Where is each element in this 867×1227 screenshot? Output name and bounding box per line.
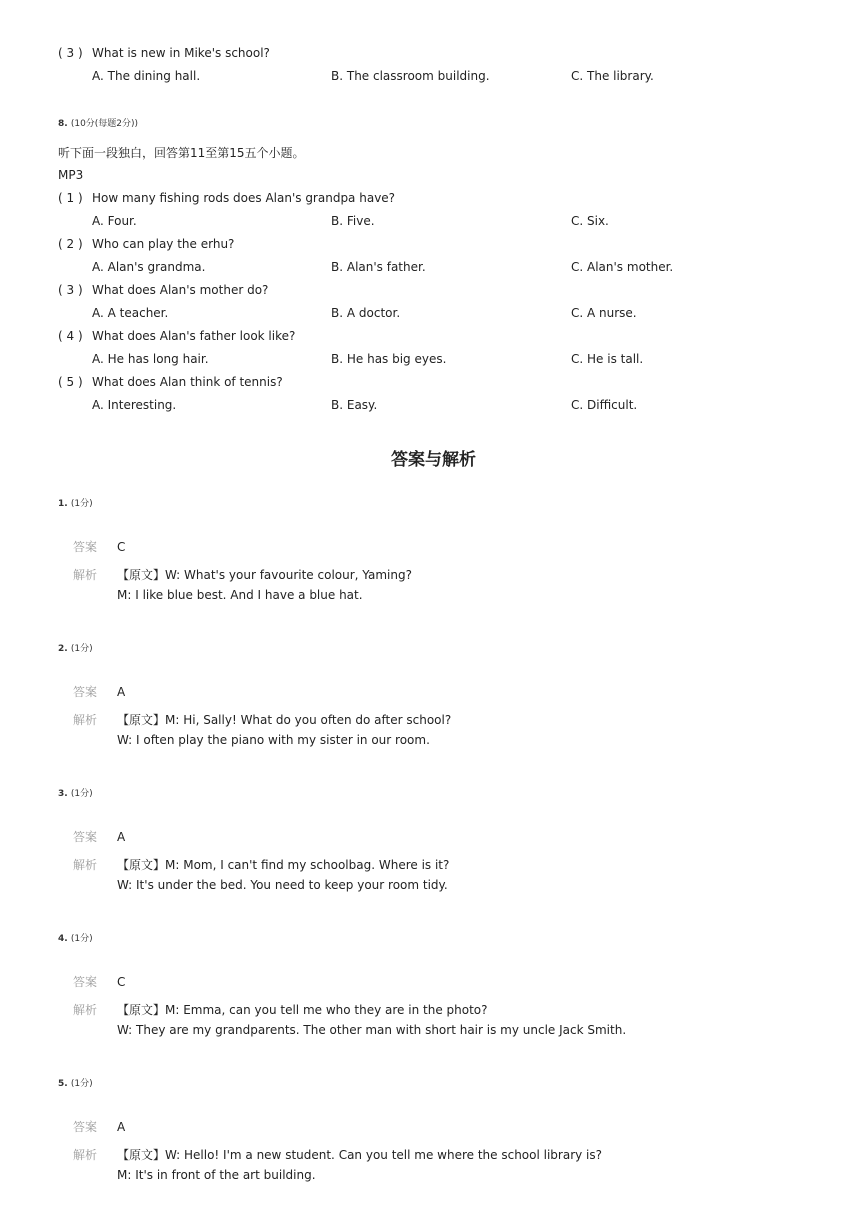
- section-header: [58, 118, 138, 130]
- question-text: Who can play the erhu?: [92, 237, 235, 251]
- answer-label: 答案: [73, 540, 98, 554]
- analysis-line: 【原文】M: Emma, can you tell me who they are in the photo?: [117, 1003, 488, 1017]
- question-text: What does Alan's father look like?: [92, 329, 296, 343]
- analysis-line: M: I like blue best. And I have a blue hat.: [117, 588, 363, 602]
- option-a: A. He has long hair.: [92, 352, 209, 366]
- analysis-label: 解析: [73, 568, 98, 582]
- answer-value: A: [117, 830, 126, 844]
- option-b: B. Five.: [331, 214, 375, 228]
- answer-header: [58, 1078, 93, 1090]
- option-c: C. He is tall.: [571, 352, 644, 366]
- section-number: 8.: [58, 119, 68, 129]
- answer-header: [58, 643, 93, 655]
- option-c: C. Difficult.: [571, 398, 638, 412]
- question-number: ( 4 ): [58, 329, 83, 343]
- analysis-label: 解析: [73, 713, 98, 727]
- analysis-label: 解析: [73, 1003, 98, 1017]
- media-label: MP3: [58, 168, 84, 182]
- option-a: A. Interesting.: [92, 398, 177, 412]
- question-text: How many fishing rods does Alan's grandpa have?: [92, 191, 396, 205]
- analysis-line: 【原文】W: Hello! I'm a new student. Can you tell me where the school library is?: [117, 1148, 603, 1162]
- answer-points: (1分): [70, 499, 93, 509]
- analysis-label: 解析: [73, 1148, 98, 1162]
- option-a: A. Four.: [92, 214, 137, 228]
- answer-value: A: [117, 685, 126, 699]
- option-b: B. Easy.: [331, 398, 378, 412]
- answer-value: A: [117, 1120, 126, 1134]
- answer-header: [58, 933, 93, 945]
- section-instruction: 听下面一段独白，回答第11至第15五个小题。: [58, 146, 305, 160]
- question-number: ( 2 ): [58, 237, 83, 251]
- answer-number: 5.: [58, 1079, 68, 1089]
- option-a: A. The dining hall.: [92, 69, 201, 83]
- answer-number: 3.: [58, 789, 68, 799]
- option-a: A. A teacher.: [92, 306, 169, 320]
- answer-points: (1分): [70, 644, 93, 654]
- question-text: What is new in Mike's school?: [92, 46, 270, 60]
- answer-header: [58, 788, 93, 800]
- question-number: ( 3 ): [58, 46, 83, 60]
- option-b: B. He has big eyes.: [331, 352, 447, 366]
- option-a: A. Alan's grandma.: [92, 260, 206, 274]
- question-number: ( 3 ): [58, 283, 83, 297]
- analysis-line: 【原文】W: What's your favourite colour, Yaming?: [117, 568, 412, 582]
- analysis-line: 【原文】M: Hi, Sally! What do you often do after school?: [117, 713, 452, 727]
- answer-label: 答案: [73, 830, 98, 844]
- answer-number: 4.: [58, 934, 68, 944]
- answer-points: (1分): [70, 934, 93, 944]
- answer-label: 答案: [73, 1120, 98, 1134]
- option-b: B. A doctor.: [331, 306, 401, 320]
- question-number: ( 1 ): [58, 191, 83, 205]
- answer-number: 1.: [58, 499, 68, 509]
- answer-label: 答案: [73, 685, 98, 699]
- answer-value: C: [117, 540, 126, 554]
- section-points: (10分(每题2分)): [70, 119, 139, 129]
- analysis-line: M: It's in front of the art building.: [117, 1168, 316, 1182]
- question-text: What does Alan's mother do?: [92, 283, 269, 297]
- answer-value: C: [117, 975, 126, 989]
- answer-points: (1分): [70, 1079, 93, 1089]
- answer-header: [58, 498, 93, 510]
- analysis-label: 解析: [73, 858, 98, 872]
- answer-points: (1分): [70, 789, 93, 799]
- option-c: C. A nurse.: [571, 306, 637, 320]
- answer-label: 答案: [73, 975, 98, 989]
- answers-title: 答案与解析: [391, 450, 476, 470]
- question-number: ( 5 ): [58, 375, 83, 389]
- analysis-line: W: It's under the bed. You need to keep your room tidy.: [117, 878, 448, 892]
- analysis-line: 【原文】M: Mom, I can't find my schoolbag. Where is it?: [117, 858, 450, 872]
- option-b: B. Alan's father.: [331, 260, 426, 274]
- answer-number: 2.: [58, 644, 68, 654]
- option-b: B. The classroom building.: [331, 69, 490, 83]
- option-c: C. Alan's mother.: [571, 260, 674, 274]
- question-text: What does Alan think of tennis?: [92, 375, 283, 389]
- analysis-line: W: I often play the piano with my sister in our room.: [117, 733, 430, 747]
- option-c: C. The library.: [571, 69, 654, 83]
- analysis-line: W: They are my grandparents. The other man with short hair is my uncle Jack Smith.: [117, 1023, 627, 1037]
- option-c: C. Six.: [571, 214, 609, 228]
